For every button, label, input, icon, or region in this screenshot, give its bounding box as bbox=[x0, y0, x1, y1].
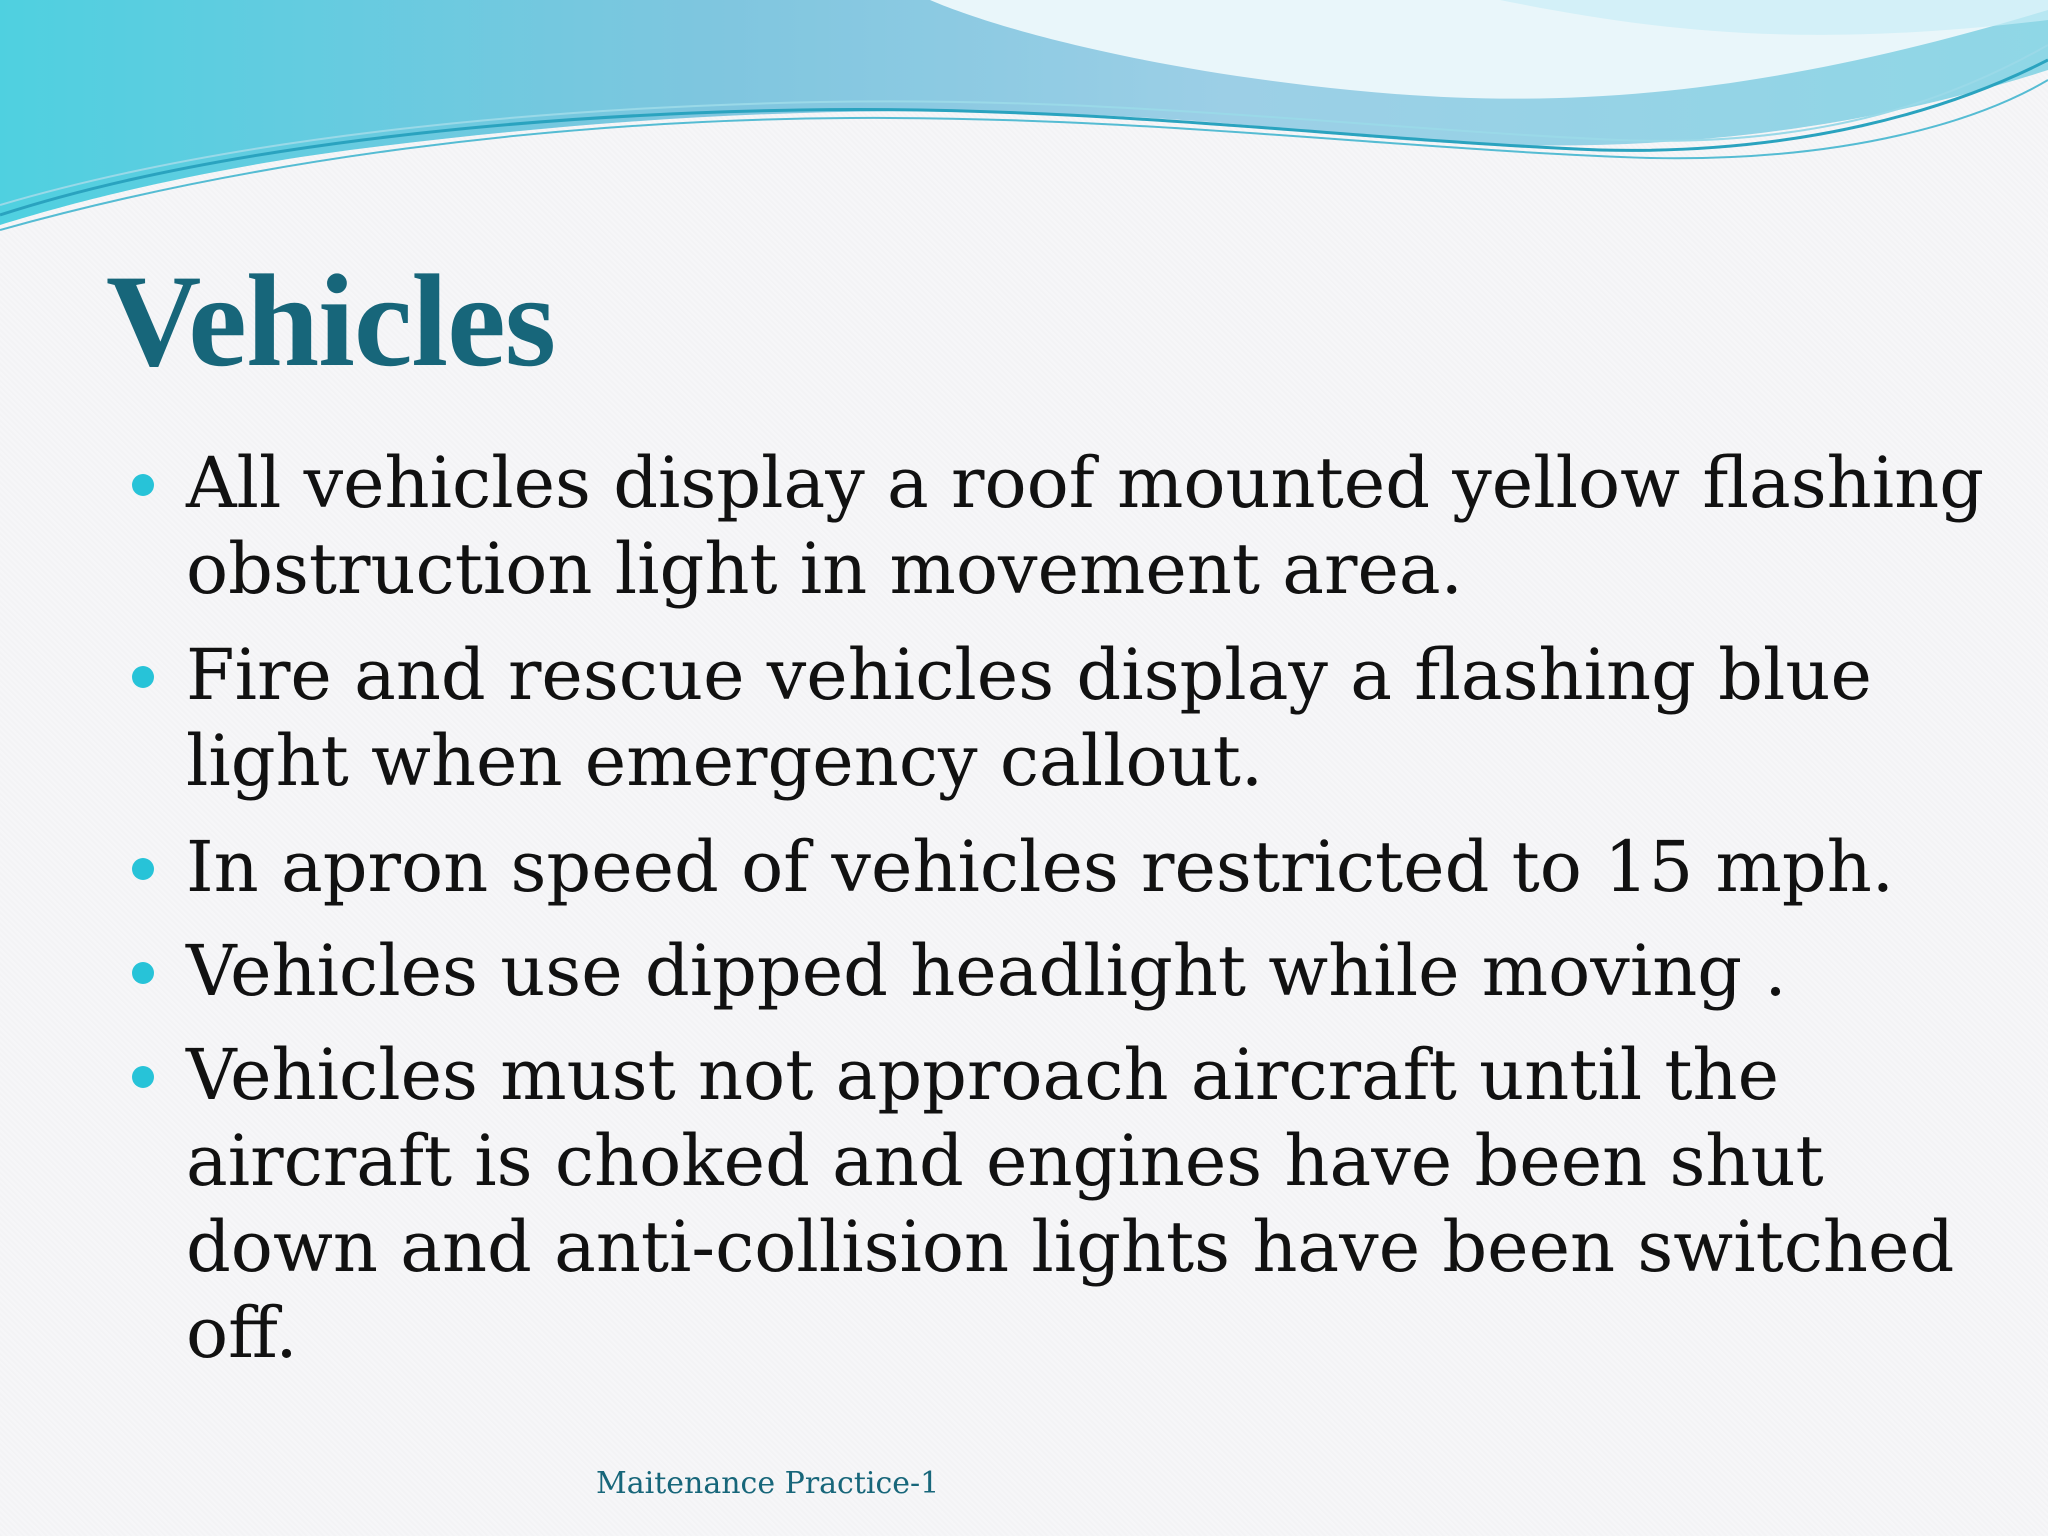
bullet-dot-icon bbox=[132, 962, 154, 984]
bullet-dot-icon bbox=[132, 858, 154, 880]
bullet-text: Fire and rescue vehicles display a flashing blue light when emergency callout. bbox=[186, 634, 1872, 802]
bullet-dot-icon bbox=[132, 474, 154, 496]
list-item bbox=[0, 632, 2048, 804]
bullet-dot-icon bbox=[132, 666, 154, 688]
list-item bbox=[0, 1032, 2048, 1376]
header-wave-decoration bbox=[0, 0, 2048, 260]
list-item bbox=[0, 928, 2048, 1014]
slide-title: Vehicles bbox=[106, 247, 556, 394]
list-item bbox=[0, 440, 2048, 612]
bullet-text: Vehicles must not approach aircraft until the aircraft is choked and engines have been shut down and anti-collision lights have been switched off. bbox=[186, 1034, 1955, 1374]
bullet-dot-icon bbox=[132, 1066, 154, 1088]
bullet-text: All vehicles display a roof mounted yellow flashing obstruction light in movement area. bbox=[186, 442, 1985, 610]
bullet-text: Vehicles use dipped headlight while moving . bbox=[186, 930, 1787, 1012]
list-item bbox=[0, 824, 2048, 910]
bullet-text: In apron speed of vehicles restricted to 15 mph. bbox=[186, 826, 1895, 908]
slide-footer: Maitenance Practice-1 bbox=[596, 1466, 940, 1501]
bullet-list bbox=[0, 440, 2048, 1396]
